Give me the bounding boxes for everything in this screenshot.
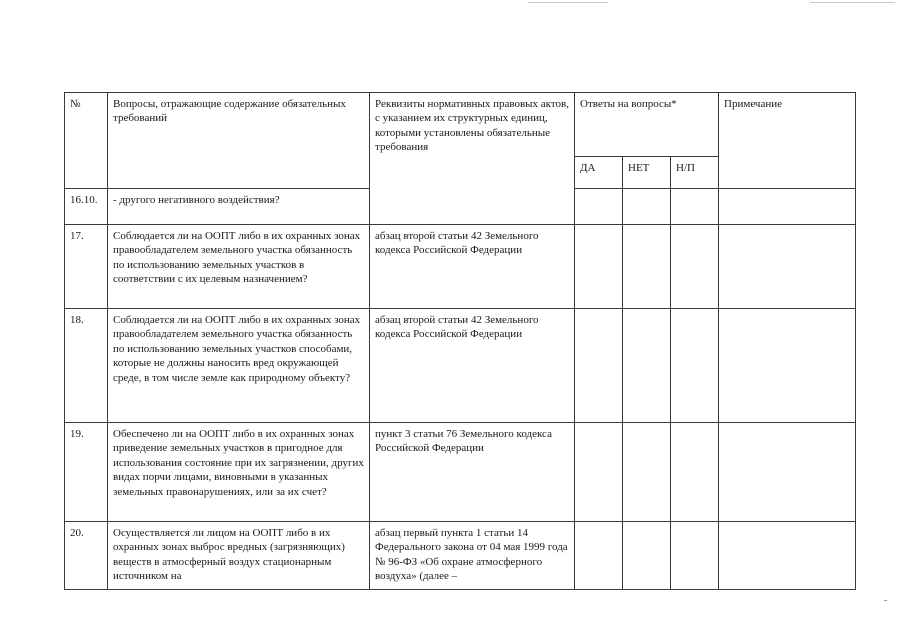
header-questions: Вопросы, отражающие содержание обязательных требований xyxy=(108,93,370,189)
header-note: Примечание xyxy=(719,93,856,189)
answer-na-cell xyxy=(671,189,719,225)
row-question: Соблюдается ли на ООПТ либо в их охранных зонах правообладателем земельного участка обязанность по использованию земельных участков способами, которые не должны наносить вред окружающей среде, в том числе земле как природному объекту? xyxy=(108,309,370,423)
answer-na-cell xyxy=(671,423,719,522)
header-requisites: Реквизиты нормативных правовых актов, с указанием их структурных единиц, которыми установлены обязательные требования xyxy=(370,93,575,225)
row-requisite: абзац второй статьи 42 Земельного кодекса Российской Федерации xyxy=(370,225,575,309)
row-number: 16.10. xyxy=(65,189,108,225)
note-cell xyxy=(719,225,856,309)
table-row xyxy=(65,423,856,522)
answer-no-cell xyxy=(623,423,671,522)
answer-yes-cell xyxy=(575,522,623,590)
row-number: 19. xyxy=(65,423,108,522)
row-question: - другого негативного воздействия? xyxy=(108,189,370,225)
row-question: Соблюдается ли на ООПТ либо в их охранных зонах правообладателем земельного участка обязанность по использованию земельных участков в соответствии с их целевым назначением? xyxy=(108,225,370,309)
row-requisite: пункт 3 статьи 76 Земельного кодекса Российской Федерации xyxy=(370,423,575,522)
row-number: 17. xyxy=(65,225,108,309)
checklist-table xyxy=(64,92,856,590)
answer-no-cell xyxy=(623,189,671,225)
header-no: НЕТ xyxy=(623,157,671,189)
answer-yes-cell xyxy=(575,225,623,309)
answer-yes-cell xyxy=(575,189,623,225)
answer-na-cell xyxy=(671,225,719,309)
scan-artifact xyxy=(884,600,887,601)
note-cell xyxy=(719,189,856,225)
scan-artifact xyxy=(810,2,895,3)
note-cell xyxy=(719,423,856,522)
header-number: № xyxy=(65,93,108,189)
header-row xyxy=(65,93,856,157)
row-question: Обеспечено ли на ООПТ либо в их охранных зонах приведение земельных участков в пригодное для использования состояние при их загрязнении, других видах порчи лицами, виновными в указанных земельных правонарушениях, или за их счет? xyxy=(108,423,370,522)
header-na: Н/П xyxy=(671,157,719,189)
answer-na-cell xyxy=(671,309,719,423)
scan-artifact xyxy=(528,2,608,3)
row-requisite: абзац второй статьи 42 Земельного кодекса Российской Федерации xyxy=(370,309,575,423)
row-question: Осуществляется ли лицом на ООПТ либо в их охранных зонах выброс вредных (загрязняющих) веществ в атмосферный воздух стационарным источником на xyxy=(108,522,370,590)
answer-yes-cell xyxy=(575,423,623,522)
note-cell xyxy=(719,522,856,590)
table-row xyxy=(65,522,856,590)
header-yes: ДА xyxy=(575,157,623,189)
row-number: 20. xyxy=(65,522,108,590)
table-row xyxy=(65,225,856,309)
answer-yes-cell xyxy=(575,309,623,423)
row-requisite: абзац первый пункта 1 статьи 14 Федерального закона от 04 мая 1999 года № 96-ФЗ «Об охране атмосферного воздуха» (далее – xyxy=(370,522,575,590)
answer-no-cell xyxy=(623,309,671,423)
note-cell xyxy=(719,309,856,423)
row-number: 18. xyxy=(65,309,108,423)
answer-no-cell xyxy=(623,225,671,309)
table-row xyxy=(65,309,856,423)
header-answers: Ответы на вопросы* xyxy=(575,93,719,157)
answer-na-cell xyxy=(671,522,719,590)
answer-no-cell xyxy=(623,522,671,590)
